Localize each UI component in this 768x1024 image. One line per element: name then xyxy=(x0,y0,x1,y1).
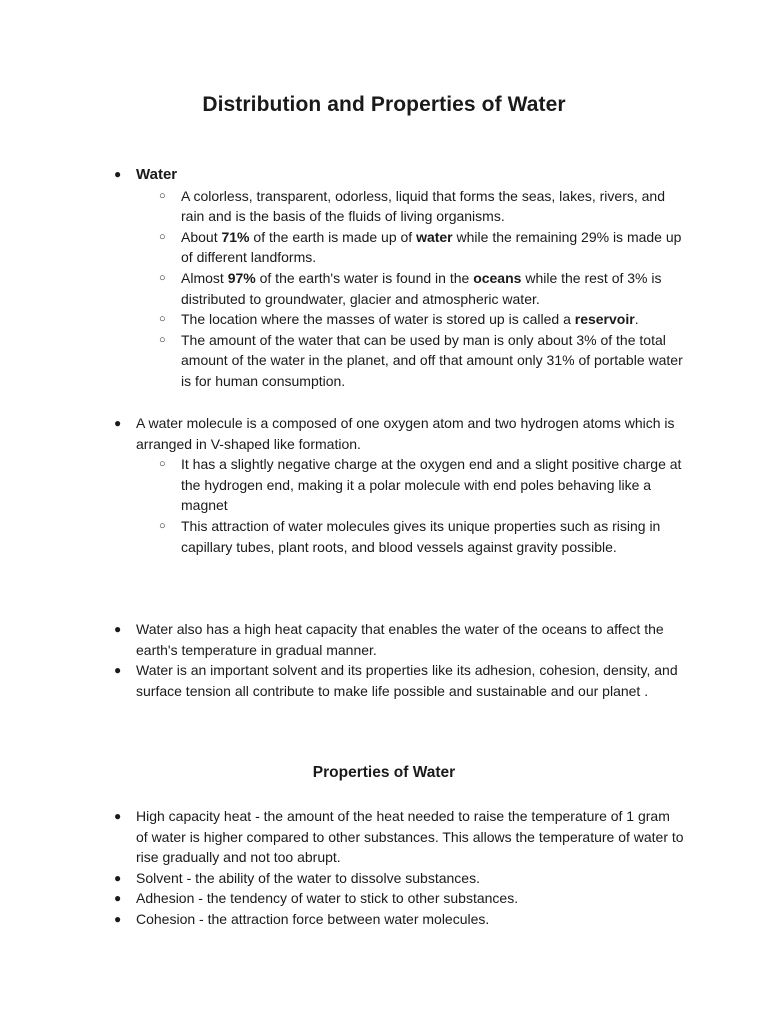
item-text: The amount of the water that can be used by man is only about 3% of the total amount of the water in the planet, and off that amount only 31% of portable water is for human consumption. xyxy=(181,331,683,389)
section-heading-properties: Properties of Water xyxy=(312,764,456,781)
sub-list-item xyxy=(158,186,684,227)
bullet-icon: ● xyxy=(114,622,122,636)
item-text: About xyxy=(181,228,222,245)
item-text: while the remaining 29% is made up of different landforms. xyxy=(181,228,682,266)
sub-bullet-icon: ○ xyxy=(159,271,166,284)
section-heading-water: Water xyxy=(136,166,178,183)
section-water-molecule xyxy=(114,413,684,557)
sub-bullet-icon: ○ xyxy=(159,333,166,346)
sub-bullet-icon: ○ xyxy=(159,313,166,326)
item-text: . xyxy=(634,311,639,328)
item-text: of the earth's water is found in the xyxy=(255,269,474,286)
sub-bullet-icon: ○ xyxy=(159,458,166,471)
list-item xyxy=(114,413,684,557)
list-item xyxy=(114,888,684,909)
sub-bullet-icon: ○ xyxy=(159,189,166,202)
list-item xyxy=(114,868,684,889)
item-bold-text: 97% xyxy=(227,269,256,286)
item-text: High capacity heat - the amount of the heat needed to raise the temperature of 1 gram of water is higher compared to other substances. This allows the temperature of water to rise gradually and not too abrupt. xyxy=(136,808,684,866)
item-bold-text: 71% xyxy=(221,228,250,245)
sub-list-item xyxy=(158,309,684,330)
item-text: Adhesion - the tendency of water to stick to other substances. xyxy=(136,890,519,907)
sub-bullet-icon: ○ xyxy=(159,230,166,243)
item-text: of the earth is made up of xyxy=(249,228,417,245)
bullet-icon: ● xyxy=(114,911,122,926)
list-item xyxy=(114,164,684,392)
sub-list-item xyxy=(158,227,684,268)
sub-list-item xyxy=(158,454,684,516)
item-text: while the rest of 3% is distributed to groundwater, glacier and atmospheric water. xyxy=(181,269,662,307)
sub-list-item xyxy=(158,268,684,309)
bullet-icon: ● xyxy=(114,663,122,678)
item-text: A colorless, transparent, odorless, liquid that forms the seas, lakes, rivers, and rain and is the basis of the fluids of living organisms. xyxy=(181,187,666,225)
bullet-icon: ● xyxy=(114,809,122,823)
page-title: Distribution and Properties of Water xyxy=(202,93,566,116)
section-water-properties-summary xyxy=(114,619,684,701)
list-item xyxy=(114,619,684,660)
bullet-icon: ● xyxy=(114,167,122,181)
list-item xyxy=(114,660,684,701)
bullet-icon: ● xyxy=(114,891,122,906)
item-text: It has a slightly negative charge at the oxygen end and a slight positive charge at the hydrogen end, making it a polar molecule with end poles behaving like a magnet xyxy=(181,456,682,514)
item-text: A water molecule is a composed of one oxygen atom and two hydrogen atoms which is arranged in V-shaped like formation. xyxy=(136,415,675,452)
item-bold-text: oceans xyxy=(473,269,522,286)
item-text: Water is an important solvent and its properties like its adhesion, cohesion, density, and surface tension all contribute to make life possible and sustainable and our planet . xyxy=(136,662,678,699)
section-water xyxy=(114,164,684,392)
bullet-icon: ● xyxy=(114,870,122,885)
item-bold-text: water xyxy=(416,228,453,245)
item-text: Cohesion - the attraction force between water molecules. xyxy=(136,910,490,927)
sub-list xyxy=(158,186,684,392)
sub-list xyxy=(158,454,684,557)
item-text: This attraction of water molecules gives its unique properties such as rising in capillary tubes, plant roots, and blood vessels against gravity possible. xyxy=(181,517,661,555)
sub-list-item xyxy=(158,330,684,392)
section-properties-list xyxy=(114,806,684,930)
sub-bullet-icon: ○ xyxy=(159,519,166,532)
sub-list-item xyxy=(158,516,684,557)
bullet-icon: ● xyxy=(114,416,122,430)
item-text: Water also has a high heat capacity that enables the water of the oceans to affect the earth's temperature in gradual manner. xyxy=(136,621,664,658)
list-item xyxy=(114,909,684,930)
item-bold-text: reservoir xyxy=(574,311,635,328)
list-item xyxy=(114,806,684,868)
item-text: The location where the masses of water is stored up is called a xyxy=(181,311,575,328)
item-text: Almost xyxy=(181,269,228,286)
item-text: Solvent - the ability of the water to dissolve substances. xyxy=(136,869,480,886)
